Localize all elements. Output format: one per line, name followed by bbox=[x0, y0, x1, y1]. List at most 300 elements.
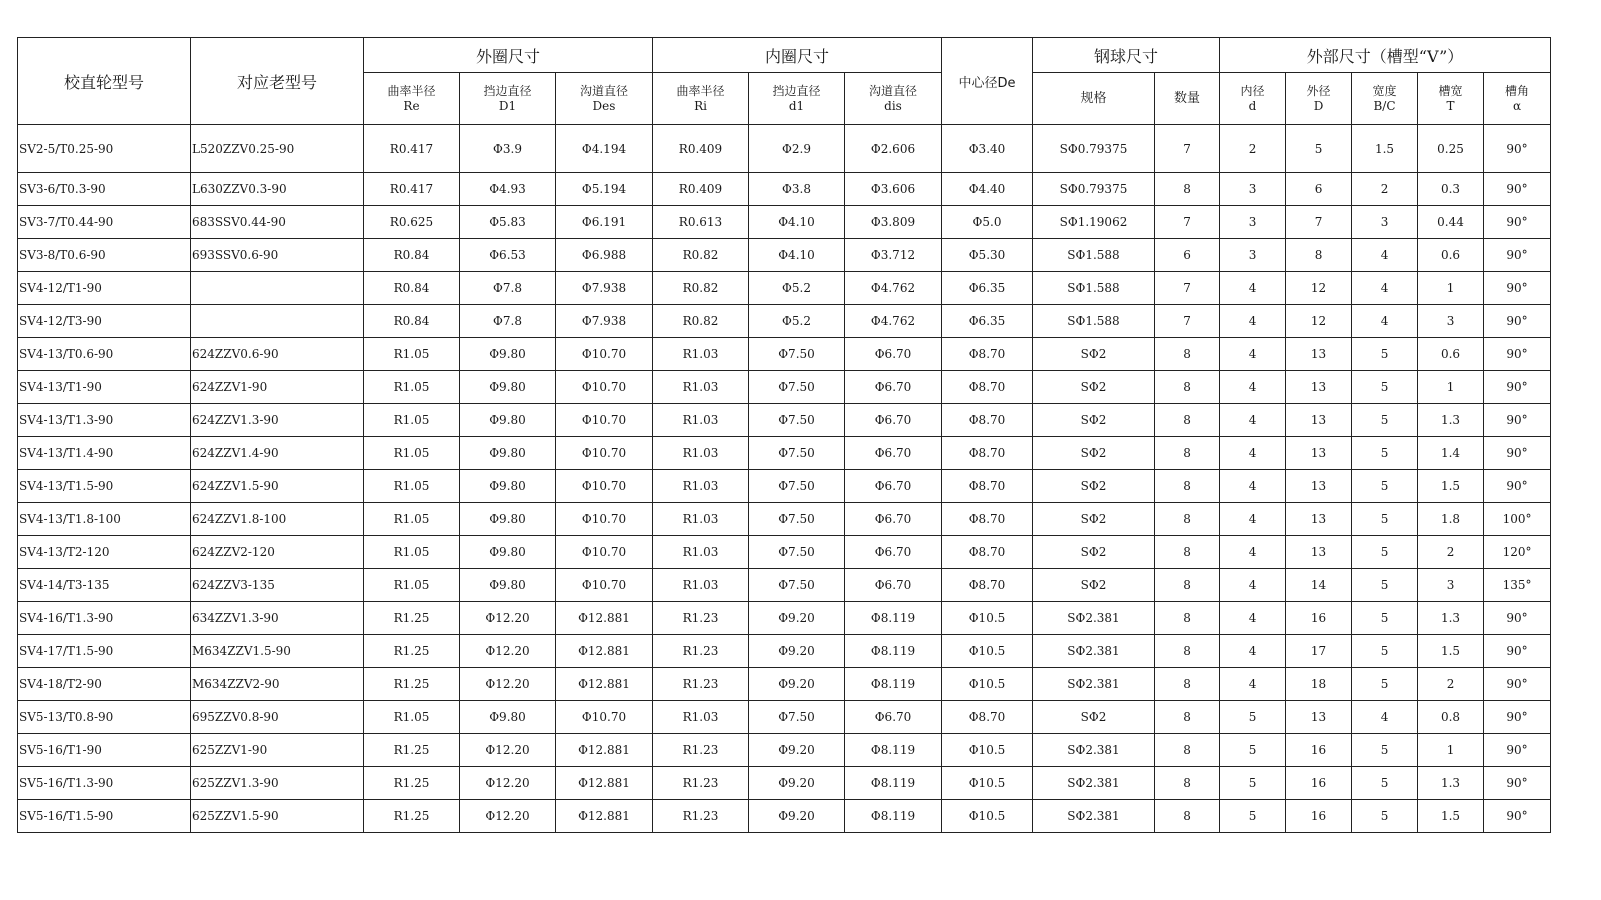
cell-ext-angle: 90° bbox=[1484, 437, 1551, 470]
cell-center-de: Φ8.70 bbox=[942, 701, 1033, 734]
cell-inner-d1: Φ9.20 bbox=[749, 767, 845, 800]
cell-inner-ri: R1.03 bbox=[653, 503, 749, 536]
table-row bbox=[18, 470, 1551, 503]
cell-model: SV4-13/T1.3-90 bbox=[18, 404, 191, 437]
cell-outer-re: R0.417 bbox=[364, 125, 460, 173]
header-outer-flange bbox=[460, 73, 556, 125]
cell-ext-angle: 90° bbox=[1484, 668, 1551, 701]
header-old-model: 对应老型号 bbox=[191, 38, 364, 125]
cell-old-model bbox=[191, 272, 364, 305]
cell-outer-d1: Φ12.20 bbox=[460, 668, 556, 701]
cell-ext-bc: 4 bbox=[1352, 239, 1418, 272]
cell-outer-re: R1.25 bbox=[364, 734, 460, 767]
header-inner-curvature-label: 曲率半径 bbox=[676, 83, 725, 98]
cell-outer-des: Φ10.70 bbox=[556, 437, 653, 470]
cell-inner-d1: Φ9.20 bbox=[749, 800, 845, 833]
cell-ext-angle: 120° bbox=[1484, 536, 1551, 569]
cell-outer-re: R1.05 bbox=[364, 404, 460, 437]
cell-old-model: 634ZZV1.3-90 bbox=[191, 602, 364, 635]
cell-inner-d1: Φ7.50 bbox=[749, 503, 845, 536]
header-ext-inner-dia bbox=[1220, 73, 1286, 125]
cell-outer-d1: Φ6.53 bbox=[460, 239, 556, 272]
cell-outer-re: R1.05 bbox=[364, 701, 460, 734]
cell-ext-t: 2 bbox=[1418, 668, 1484, 701]
cell-outer-des: Φ12.881 bbox=[556, 767, 653, 800]
cell-center-de: Φ8.70 bbox=[942, 371, 1033, 404]
cell-ext-angle: 90° bbox=[1484, 338, 1551, 371]
cell-ball-qty: 7 bbox=[1155, 272, 1220, 305]
cell-old-model: 695ZZV0.8-90 bbox=[191, 701, 364, 734]
cell-inner-ri: R0.82 bbox=[653, 272, 749, 305]
cell-ext-bc: 5 bbox=[1352, 371, 1418, 404]
cell-ext-D: 16 bbox=[1286, 767, 1352, 800]
cell-ext-angle: 90° bbox=[1484, 206, 1551, 239]
cell-ext-d: 4 bbox=[1220, 602, 1286, 635]
cell-ext-t: 3 bbox=[1418, 305, 1484, 338]
header-outer-flange-label: 挡边直径 bbox=[483, 83, 532, 98]
cell-ext-d: 4 bbox=[1220, 503, 1286, 536]
cell-center-de: Φ8.70 bbox=[942, 404, 1033, 437]
cell-inner-d1: Φ4.10 bbox=[749, 239, 845, 272]
header-ext-groove-width-sym: T bbox=[1446, 98, 1455, 113]
cell-ext-bc: 5 bbox=[1352, 635, 1418, 668]
cell-outer-d1: Φ12.20 bbox=[460, 800, 556, 833]
cell-ext-d: 4 bbox=[1220, 569, 1286, 602]
cell-inner-dis: Φ6.70 bbox=[845, 338, 942, 371]
cell-inner-d1: Φ7.50 bbox=[749, 437, 845, 470]
cell-ball-qty: 8 bbox=[1155, 800, 1220, 833]
cell-ball-spec: SΦ1.588 bbox=[1033, 305, 1155, 338]
cell-center-de: Φ6.35 bbox=[942, 305, 1033, 338]
cell-ext-bc: 5 bbox=[1352, 338, 1418, 371]
cell-ball-spec: SΦ2.381 bbox=[1033, 767, 1155, 800]
cell-outer-d1: Φ9.80 bbox=[460, 404, 556, 437]
cell-ext-angle: 90° bbox=[1484, 701, 1551, 734]
cell-ext-D: 13 bbox=[1286, 437, 1352, 470]
table-row bbox=[18, 239, 1551, 272]
cell-ext-bc: 5 bbox=[1352, 404, 1418, 437]
table-row bbox=[18, 569, 1551, 602]
cell-inner-dis: Φ8.119 bbox=[845, 668, 942, 701]
cell-inner-ri: R1.23 bbox=[653, 602, 749, 635]
cell-ball-qty: 8 bbox=[1155, 536, 1220, 569]
cell-outer-des: Φ5.194 bbox=[556, 173, 653, 206]
cell-inner-ri: R1.23 bbox=[653, 734, 749, 767]
header-ball-spec: 规格 bbox=[1033, 73, 1155, 125]
cell-inner-d1: Φ9.20 bbox=[749, 635, 845, 668]
cell-inner-dis: Φ3.809 bbox=[845, 206, 942, 239]
cell-inner-d1: Φ3.8 bbox=[749, 173, 845, 206]
cell-inner-dis: Φ8.119 bbox=[845, 635, 942, 668]
table-row bbox=[18, 536, 1551, 569]
header-outer-groove-sym: Des bbox=[592, 98, 616, 113]
cell-ext-D: 13 bbox=[1286, 470, 1352, 503]
cell-ext-d: 4 bbox=[1220, 470, 1286, 503]
cell-ext-angle: 90° bbox=[1484, 371, 1551, 404]
cell-inner-dis: Φ6.70 bbox=[845, 569, 942, 602]
cell-model: SV5-16/T1.3-90 bbox=[18, 767, 191, 800]
cell-ext-D: 12 bbox=[1286, 305, 1352, 338]
cell-outer-re: R1.25 bbox=[364, 635, 460, 668]
cell-ext-t: 0.3 bbox=[1418, 173, 1484, 206]
header-inner-curvature bbox=[653, 73, 749, 125]
cell-outer-re: R1.25 bbox=[364, 602, 460, 635]
cell-ext-t: 1 bbox=[1418, 272, 1484, 305]
cell-ball-spec: SΦ0.79375 bbox=[1033, 173, 1155, 206]
cell-inner-ri: R0.613 bbox=[653, 206, 749, 239]
cell-inner-d1: Φ7.50 bbox=[749, 536, 845, 569]
cell-inner-ri: R1.03 bbox=[653, 701, 749, 734]
cell-outer-des: Φ7.938 bbox=[556, 272, 653, 305]
header-ext-inner-dia-sym: d bbox=[1248, 98, 1257, 113]
cell-ball-qty: 8 bbox=[1155, 569, 1220, 602]
cell-ext-bc: 5 bbox=[1352, 569, 1418, 602]
cell-old-model: 683SSV0.44-90 bbox=[191, 206, 364, 239]
cell-ext-bc: 5 bbox=[1352, 470, 1418, 503]
header-inner-groove-label: 沟道直径 bbox=[868, 83, 917, 98]
cell-old-model: 693SSV0.6-90 bbox=[191, 239, 364, 272]
cell-center-de: Φ8.70 bbox=[942, 536, 1033, 569]
cell-outer-re: R0.417 bbox=[364, 173, 460, 206]
cell-ext-bc: 5 bbox=[1352, 767, 1418, 800]
cell-ext-t: 1.5 bbox=[1418, 635, 1484, 668]
table-row bbox=[18, 338, 1551, 371]
cell-outer-d1: Φ5.83 bbox=[460, 206, 556, 239]
cell-ext-bc: 3 bbox=[1352, 206, 1418, 239]
table-body bbox=[18, 125, 1551, 833]
cell-center-de: Φ10.5 bbox=[942, 635, 1033, 668]
cell-outer-re: R0.625 bbox=[364, 206, 460, 239]
cell-ball-qty: 7 bbox=[1155, 125, 1220, 173]
cell-ext-d: 4 bbox=[1220, 437, 1286, 470]
cell-ext-bc: 5 bbox=[1352, 800, 1418, 833]
cell-inner-d1: Φ4.10 bbox=[749, 206, 845, 239]
cell-outer-d1: Φ12.20 bbox=[460, 602, 556, 635]
cell-ext-angle: 90° bbox=[1484, 602, 1551, 635]
cell-outer-d1: Φ3.9 bbox=[460, 125, 556, 173]
cell-old-model: 624ZZV1.4-90 bbox=[191, 437, 364, 470]
table-row bbox=[18, 668, 1551, 701]
cell-ball-spec: SΦ2.381 bbox=[1033, 800, 1155, 833]
cell-outer-des: Φ10.70 bbox=[556, 569, 653, 602]
cell-model: SV4-14/T3-135 bbox=[18, 569, 191, 602]
cell-ball-spec: SΦ1.588 bbox=[1033, 272, 1155, 305]
header-ext-groove-angle-sym: α bbox=[1512, 98, 1522, 113]
cell-inner-d1: Φ7.50 bbox=[749, 338, 845, 371]
cell-ext-d: 5 bbox=[1220, 701, 1286, 734]
cell-inner-ri: R0.409 bbox=[653, 173, 749, 206]
table-row bbox=[18, 173, 1551, 206]
cell-ball-spec: SΦ2 bbox=[1033, 437, 1155, 470]
cell-ball-qty: 8 bbox=[1155, 437, 1220, 470]
cell-inner-ri: R1.23 bbox=[653, 668, 749, 701]
cell-inner-d1: Φ5.2 bbox=[749, 272, 845, 305]
cell-ball-qty: 8 bbox=[1155, 404, 1220, 437]
table-row bbox=[18, 800, 1551, 833]
cell-inner-dis: Φ6.70 bbox=[845, 371, 942, 404]
table-row bbox=[18, 404, 1551, 437]
cell-model: SV4-13/T1.8-100 bbox=[18, 503, 191, 536]
cell-ball-spec: SΦ2 bbox=[1033, 569, 1155, 602]
cell-ext-D: 16 bbox=[1286, 734, 1352, 767]
header-ext-groove-angle-label: 槽角 bbox=[1505, 83, 1530, 98]
cell-ext-D: 7 bbox=[1286, 206, 1352, 239]
cell-model: SV3-7/T0.44-90 bbox=[18, 206, 191, 239]
cell-ext-D: 13 bbox=[1286, 503, 1352, 536]
cell-ext-d: 2 bbox=[1220, 125, 1286, 173]
cell-ball-qty: 8 bbox=[1155, 668, 1220, 701]
header-ext-inner-dia-label: 内径 bbox=[1240, 83, 1265, 98]
cell-ext-d: 3 bbox=[1220, 239, 1286, 272]
cell-outer-des: Φ10.70 bbox=[556, 536, 653, 569]
cell-old-model: 624ZZV1.3-90 bbox=[191, 404, 364, 437]
cell-center-de: Φ10.5 bbox=[942, 767, 1033, 800]
cell-inner-ri: R0.82 bbox=[653, 239, 749, 272]
cell-center-de: Φ10.5 bbox=[942, 800, 1033, 833]
cell-ext-D: 13 bbox=[1286, 371, 1352, 404]
cell-ball-qty: 8 bbox=[1155, 470, 1220, 503]
cell-outer-re: R0.84 bbox=[364, 272, 460, 305]
cell-ext-d: 5 bbox=[1220, 800, 1286, 833]
cell-model: SV4-13/T1-90 bbox=[18, 371, 191, 404]
table-row bbox=[18, 635, 1551, 668]
cell-old-model: 624ZZV1.8-100 bbox=[191, 503, 364, 536]
cell-ext-d: 4 bbox=[1220, 272, 1286, 305]
header-inner-flange bbox=[749, 73, 845, 125]
cell-ball-spec: SΦ2 bbox=[1033, 371, 1155, 404]
cell-center-de: Φ10.5 bbox=[942, 734, 1033, 767]
cell-old-model: 624ZZV0.6-90 bbox=[191, 338, 364, 371]
cell-model: SV4-13/T0.6-90 bbox=[18, 338, 191, 371]
cell-model: SV2-5/T0.25-90 bbox=[18, 125, 191, 173]
cell-ext-angle: 90° bbox=[1484, 800, 1551, 833]
cell-ext-bc: 4 bbox=[1352, 701, 1418, 734]
cell-old-model: 625ZZV1-90 bbox=[191, 734, 364, 767]
cell-ball-spec: SΦ2 bbox=[1033, 701, 1155, 734]
cell-ball-spec: SΦ2 bbox=[1033, 470, 1155, 503]
cell-ext-angle: 90° bbox=[1484, 125, 1551, 173]
cell-ext-t: 1.3 bbox=[1418, 404, 1484, 437]
cell-ext-bc: 5 bbox=[1352, 536, 1418, 569]
cell-ext-bc: 5 bbox=[1352, 503, 1418, 536]
cell-model: SV4-17/T1.5-90 bbox=[18, 635, 191, 668]
cell-inner-d1: Φ2.9 bbox=[749, 125, 845, 173]
cell-ext-angle: 90° bbox=[1484, 635, 1551, 668]
cell-ext-D: 5 bbox=[1286, 125, 1352, 173]
cell-ext-D: 14 bbox=[1286, 569, 1352, 602]
table-row bbox=[18, 272, 1551, 305]
cell-outer-d1: Φ7.8 bbox=[460, 272, 556, 305]
cell-model: SV4-13/T1.4-90 bbox=[18, 437, 191, 470]
cell-ball-qty: 6 bbox=[1155, 239, 1220, 272]
cell-ext-t: 1 bbox=[1418, 734, 1484, 767]
table-row bbox=[18, 701, 1551, 734]
cell-ext-D: 13 bbox=[1286, 536, 1352, 569]
cell-ball-spec: SΦ0.79375 bbox=[1033, 125, 1155, 173]
table-row bbox=[18, 371, 1551, 404]
cell-inner-d1: Φ9.20 bbox=[749, 734, 845, 767]
cell-ext-angle: 90° bbox=[1484, 404, 1551, 437]
cell-center-de: Φ8.70 bbox=[942, 470, 1033, 503]
cell-old-model: M634ZZV2-90 bbox=[191, 668, 364, 701]
cell-old-model: 625ZZV1.5-90 bbox=[191, 800, 364, 833]
cell-outer-d1: Φ9.80 bbox=[460, 503, 556, 536]
cell-outer-d1: Φ12.20 bbox=[460, 734, 556, 767]
cell-ball-spec: SΦ2 bbox=[1033, 338, 1155, 371]
cell-outer-des: Φ7.938 bbox=[556, 305, 653, 338]
cell-ball-spec: SΦ2 bbox=[1033, 404, 1155, 437]
cell-ext-t: 1.3 bbox=[1418, 767, 1484, 800]
header-ext-outer-dia-label: 外径 bbox=[1306, 83, 1331, 98]
cell-ext-t: 1.5 bbox=[1418, 470, 1484, 503]
cell-inner-d1: Φ9.20 bbox=[749, 668, 845, 701]
cell-inner-dis: Φ8.119 bbox=[845, 767, 942, 800]
cell-old-model: L630ZZV0.3-90 bbox=[191, 173, 364, 206]
cell-model: SV5-13/T0.8-90 bbox=[18, 701, 191, 734]
header-ext-width bbox=[1352, 73, 1418, 125]
cell-inner-ri: R1.03 bbox=[653, 536, 749, 569]
cell-ext-angle: 100° bbox=[1484, 503, 1551, 536]
cell-inner-d1: Φ7.50 bbox=[749, 371, 845, 404]
cell-outer-des: Φ10.70 bbox=[556, 503, 653, 536]
cell-center-de: Φ8.70 bbox=[942, 338, 1033, 371]
cell-ext-angle: 90° bbox=[1484, 305, 1551, 338]
table-row bbox=[18, 125, 1551, 173]
cell-ext-t: 1.5 bbox=[1418, 800, 1484, 833]
cell-ext-angle: 90° bbox=[1484, 173, 1551, 206]
header-inner-flange-label: 挡边直径 bbox=[772, 83, 821, 98]
cell-center-de: Φ10.5 bbox=[942, 668, 1033, 701]
cell-ext-d: 4 bbox=[1220, 338, 1286, 371]
cell-model: SV3-6/T0.3-90 bbox=[18, 173, 191, 206]
cell-old-model: M634ZZV1.5-90 bbox=[191, 635, 364, 668]
header-ext-outer-dia-sym: D bbox=[1313, 98, 1324, 113]
cell-ext-d: 4 bbox=[1220, 305, 1286, 338]
cell-model: SV4-12/T3-90 bbox=[18, 305, 191, 338]
cell-outer-re: R1.05 bbox=[364, 470, 460, 503]
cell-ext-angle: 90° bbox=[1484, 470, 1551, 503]
cell-model: SV4-18/T2-90 bbox=[18, 668, 191, 701]
cell-inner-ri: R1.03 bbox=[653, 470, 749, 503]
cell-center-de: Φ8.70 bbox=[942, 569, 1033, 602]
cell-old-model: 624ZZV3-135 bbox=[191, 569, 364, 602]
cell-outer-d1: Φ9.80 bbox=[460, 701, 556, 734]
cell-outer-d1: Φ9.80 bbox=[460, 338, 556, 371]
cell-model: SV5-16/T1.5-90 bbox=[18, 800, 191, 833]
spec-table bbox=[17, 37, 1551, 833]
cell-ext-t: 0.6 bbox=[1418, 338, 1484, 371]
header-model: 校直轮型号 bbox=[18, 38, 191, 125]
cell-old-model: 624ZZV1.5-90 bbox=[191, 470, 364, 503]
header-ext-groove-width-label: 槽宽 bbox=[1438, 83, 1463, 98]
cell-ext-d: 5 bbox=[1220, 734, 1286, 767]
header-center-dia: 中心径De bbox=[942, 38, 1033, 125]
cell-outer-d1: Φ9.80 bbox=[460, 437, 556, 470]
cell-ball-spec: SΦ2.381 bbox=[1033, 734, 1155, 767]
cell-ext-D: 8 bbox=[1286, 239, 1352, 272]
cell-ext-D: 18 bbox=[1286, 668, 1352, 701]
cell-ball-spec: SΦ2.381 bbox=[1033, 635, 1155, 668]
header-ext-width-sym: B/C bbox=[1373, 98, 1396, 113]
cell-inner-dis: Φ6.70 bbox=[845, 503, 942, 536]
cell-center-de: Φ5.30 bbox=[942, 239, 1033, 272]
header-inner-flange-sym: d1 bbox=[788, 98, 805, 113]
cell-center-de: Φ8.70 bbox=[942, 437, 1033, 470]
cell-inner-dis: Φ3.606 bbox=[845, 173, 942, 206]
cell-outer-re: R1.05 bbox=[364, 503, 460, 536]
cell-inner-dis: Φ3.712 bbox=[845, 239, 942, 272]
cell-outer-des: Φ12.881 bbox=[556, 734, 653, 767]
cell-outer-d1: Φ9.80 bbox=[460, 371, 556, 404]
cell-model: SV3-8/T0.6-90 bbox=[18, 239, 191, 272]
cell-ball-qty: 8 bbox=[1155, 701, 1220, 734]
cell-ext-d: 4 bbox=[1220, 404, 1286, 437]
cell-outer-des: Φ10.70 bbox=[556, 404, 653, 437]
cell-ext-angle: 90° bbox=[1484, 272, 1551, 305]
cell-outer-d1: Φ9.80 bbox=[460, 569, 556, 602]
cell-outer-re: R0.84 bbox=[364, 239, 460, 272]
cell-inner-d1: Φ5.2 bbox=[749, 305, 845, 338]
cell-inner-dis: Φ6.70 bbox=[845, 470, 942, 503]
cell-ext-D: 13 bbox=[1286, 701, 1352, 734]
cell-center-de: Φ6.35 bbox=[942, 272, 1033, 305]
cell-outer-des: Φ12.881 bbox=[556, 800, 653, 833]
table-row bbox=[18, 437, 1551, 470]
cell-old-model: 624ZZV2-120 bbox=[191, 536, 364, 569]
cell-inner-ri: R1.03 bbox=[653, 338, 749, 371]
cell-center-de: Φ3.40 bbox=[942, 125, 1033, 173]
cell-outer-re: R1.05 bbox=[364, 437, 460, 470]
cell-ball-qty: 8 bbox=[1155, 371, 1220, 404]
cell-ball-spec: SΦ2.381 bbox=[1033, 668, 1155, 701]
cell-ext-t: 0.44 bbox=[1418, 206, 1484, 239]
cell-ext-t: 1.3 bbox=[1418, 602, 1484, 635]
cell-ext-angle: 90° bbox=[1484, 767, 1551, 800]
cell-old-model bbox=[191, 305, 364, 338]
cell-ext-bc: 5 bbox=[1352, 437, 1418, 470]
cell-outer-d1: Φ12.20 bbox=[460, 767, 556, 800]
cell-inner-ri: R1.03 bbox=[653, 437, 749, 470]
cell-ball-qty: 8 bbox=[1155, 503, 1220, 536]
header-outer-flange-sym: D1 bbox=[498, 98, 517, 113]
header-outer-groove bbox=[556, 73, 653, 125]
cell-ext-t: 0.8 bbox=[1418, 701, 1484, 734]
cell-ext-D: 17 bbox=[1286, 635, 1352, 668]
cell-outer-des: Φ10.70 bbox=[556, 470, 653, 503]
cell-inner-ri: R0.409 bbox=[653, 125, 749, 173]
cell-ball-qty: 8 bbox=[1155, 602, 1220, 635]
cell-ball-qty: 8 bbox=[1155, 173, 1220, 206]
cell-inner-dis: Φ4.762 bbox=[845, 305, 942, 338]
cell-ext-bc: 5 bbox=[1352, 734, 1418, 767]
cell-ball-spec: SΦ1.19062 bbox=[1033, 206, 1155, 239]
cell-ext-bc: 1.5 bbox=[1352, 125, 1418, 173]
cell-model: SV4-12/T1-90 bbox=[18, 272, 191, 305]
cell-outer-des: Φ10.70 bbox=[556, 371, 653, 404]
cell-ext-t: 1.4 bbox=[1418, 437, 1484, 470]
cell-inner-ri: R1.03 bbox=[653, 404, 749, 437]
cell-center-de: Φ10.5 bbox=[942, 602, 1033, 635]
header-external: 外部尺寸（槽型“V”） bbox=[1220, 38, 1551, 73]
cell-ext-angle: 90° bbox=[1484, 734, 1551, 767]
cell-ext-d: 4 bbox=[1220, 668, 1286, 701]
cell-ext-bc: 4 bbox=[1352, 272, 1418, 305]
cell-ext-t: 2 bbox=[1418, 536, 1484, 569]
header-inner-groove bbox=[845, 73, 942, 125]
cell-outer-re: R1.05 bbox=[364, 371, 460, 404]
cell-inner-ri: R1.03 bbox=[653, 371, 749, 404]
cell-ext-t: 0.6 bbox=[1418, 239, 1484, 272]
